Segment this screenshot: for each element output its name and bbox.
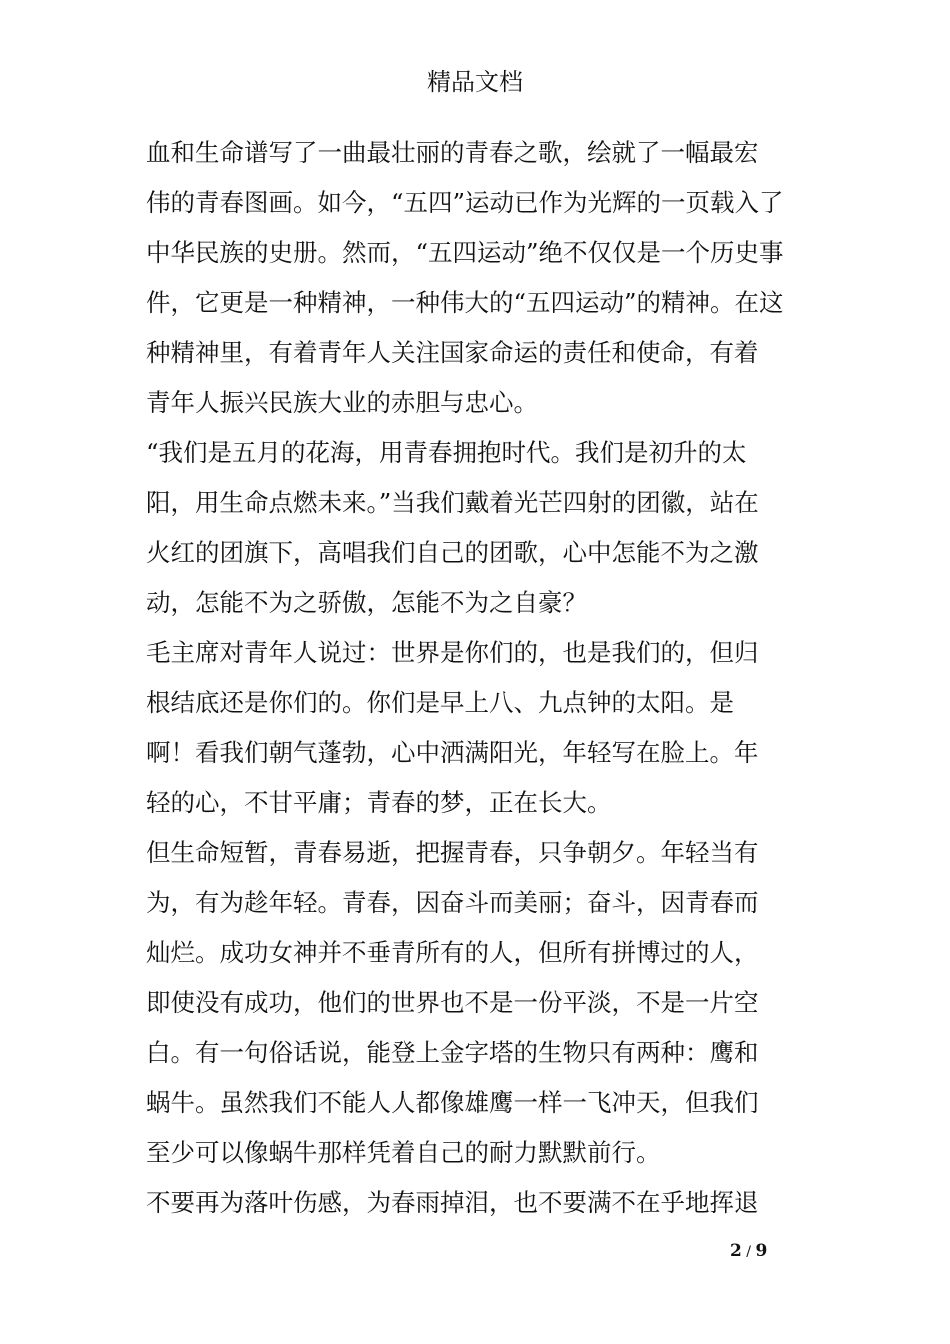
text-line: 不要再为落叶伤感，为春雨掉泪，也不要满不在乎地挥退 [146, 1188, 759, 1217]
current-page: 2 [730, 1241, 742, 1261]
text-line: 白。有一句俗话说，能登上金字塔的生物只有两种：鹰和 [146, 1038, 759, 1067]
text-line: 血和生命谱写了一曲最壮丽的青春之歌，绘就了一幅最宏 [146, 138, 759, 167]
text-line: 蜗牛。虽然我们不能人人都像雄鹰一样一飞冲天，但我们 [146, 1088, 759, 1117]
text-line: 根结底还是你们的。你们是早上八、九点钟的太阳。是 [146, 688, 734, 717]
text-line: 啊！看我们朝气蓬勃，心中洒满阳光，年轻写在脸上。年 [146, 738, 759, 767]
text-line: 件，它更是一种精神，一种伟大的“五四运动”的精神。在这 [146, 288, 784, 317]
paragraph [146, 1178, 816, 1228]
text-line: 但生命短暂，青春易逝，把握青春，只争朝夕。年轻当有 [146, 838, 759, 867]
paragraph [146, 128, 816, 428]
text-line: 青年人振兴民族大业的赤胆与忠心。 [146, 388, 538, 417]
text-line: 种精神里，有着青年人关注国家命运的责任和使命，有着 [146, 338, 759, 367]
paragraph [146, 428, 816, 628]
text-line: 阳，用生命点燃未来。”当我们戴着光芒四射的团徽，站在 [146, 488, 759, 517]
text-line: 为，有为趁年轻。青春，因奋斗而美丽；奋斗，因青春而 [146, 888, 759, 917]
text-line: 中华民族的史册。然而，“五四运动”绝不仅仅是一个历史事 [146, 238, 784, 267]
text-line: 即使没有成功，他们的世界也不是一份平淡，不是一片空 [146, 988, 759, 1017]
text-line: “我们是五月的花海，用青春拥抱时代。我们是初升的太 [146, 438, 747, 467]
text-line: 灿烂。成功女神并不垂青所有的人，但所有拼博过的人， [146, 938, 759, 967]
text-line: 火红的团旗下，高唱我们自己的团歌，心中怎能不为之激 [146, 538, 759, 567]
text-line: 动，怎能不为之骄傲，怎能不为之自豪？ [146, 588, 587, 617]
document-body [146, 128, 816, 1228]
page-separator: / [741, 1244, 756, 1260]
text-line: 伟的青春图画。如今，“五四”运动已作为光辉的一页载入了 [146, 188, 784, 217]
page-header [0, 62, 950, 102]
page-number [730, 1236, 767, 1267]
text-line: 至少可以像蜗牛那样凭着自己的耐力默默前行。 [146, 1138, 661, 1167]
paragraph [146, 628, 816, 828]
header-title: 精品文档 [427, 68, 523, 96]
total-pages: 9 [755, 1241, 768, 1261]
paragraph [146, 828, 816, 1178]
text-line: 轻的心，不甘平庸；青春的梦，正在长大。 [146, 788, 612, 817]
text-line: 毛主席对青年人说过：世界是你们的，也是我们的，但归 [146, 638, 759, 667]
